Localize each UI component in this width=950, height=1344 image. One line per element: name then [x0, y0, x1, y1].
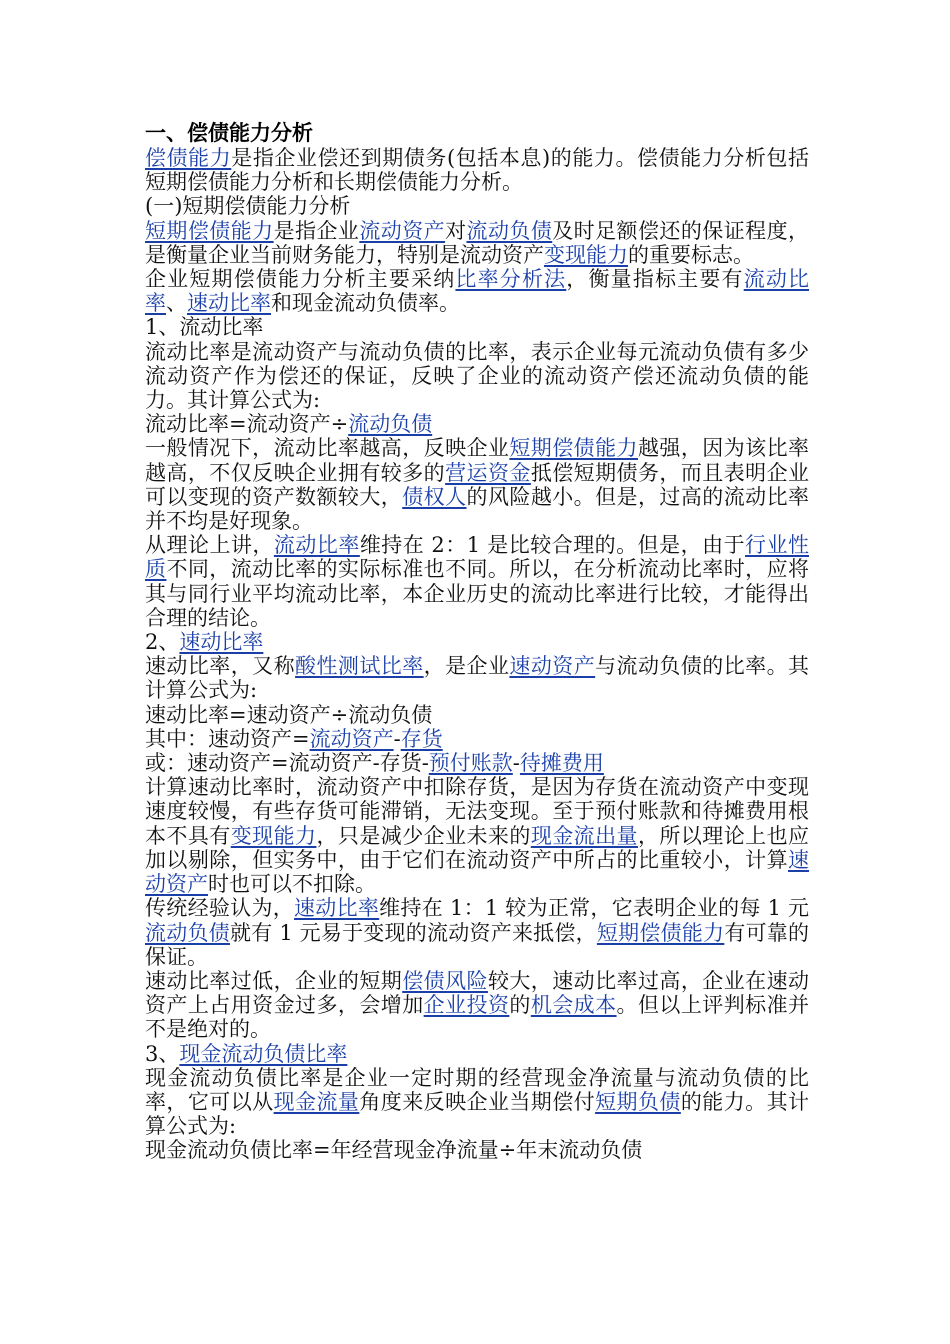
- paragraph-text: -: [393, 726, 401, 751]
- paragraph-text: 现金流动负债比率=年经营现金净流量÷年末流动负债: [145, 1138, 643, 1163]
- paragraph-text: 维持在 1：1 较为正常，它表明企业的每 1 元: [379, 896, 809, 921]
- paragraph-text: 流动比率=流动资产÷: [145, 412, 349, 437]
- glossary-link[interactable]: 行业性质: [145, 533, 810, 582]
- paragraph-text: 是指企业: [273, 218, 360, 243]
- paragraph-text: 、: [166, 291, 187, 316]
- paragraph-text: 流动比率是流动资产与流动负债的比率，表示企业每元流动负债有多少流动资产作为偿还的保证，反映了企业的流动资产偿还流动负债的能力。其计算公式为:: [145, 339, 809, 413]
- glossary-link[interactable]: 短期偿债能力: [145, 218, 274, 243]
- paragraph: [145, 533, 809, 630]
- paragraph: [145, 315, 809, 339]
- paragraph: [145, 219, 809, 267]
- paragraph-text: 抵偿短期债务，而且表明企业可以变现的资产数额较大，: [145, 460, 810, 509]
- glossary-link[interactable]: 存货: [400, 726, 443, 751]
- paragraph-text: 与流动负债的比率。其计算公式为:: [145, 654, 810, 703]
- glossary-link[interactable]: 速动资产: [509, 654, 596, 679]
- paragraph: [145, 1138, 809, 1162]
- paragraph-text: 其中：速动资产=: [145, 726, 310, 751]
- glossary-link[interactable]: 偿债能力: [145, 146, 232, 170]
- glossary-link[interactable]: 短期偿债能力: [596, 920, 725, 945]
- glossary-link[interactable]: 比率分析法: [455, 267, 567, 292]
- paragraph: [145, 751, 809, 775]
- paragraph-text: 不同，流动比率的实际标准也不同。所以，在分析流动比率时，应将其与同行业平均流动比率，本企业历史的流动比率进行比较，才能得出合理的结论。: [145, 557, 810, 630]
- paragraph-text: 3、: [145, 1041, 180, 1066]
- paragraph-text: 的: [509, 993, 531, 1018]
- paragraph-text: 从理论上讲，: [145, 533, 274, 558]
- paragraph-text: 企业短期偿债能力分析主要采纳: [145, 267, 456, 292]
- document-body: [145, 120, 809, 1163]
- glossary-link[interactable]: 债权人: [402, 484, 467, 509]
- paragraph-text: 传统经验认为，: [145, 896, 295, 921]
- paragraph-text: 对: [445, 218, 467, 243]
- glossary-link[interactable]: 待摊费用: [519, 751, 604, 776]
- paragraph-text: -: [512, 751, 520, 776]
- paragraph: [145, 1066, 809, 1139]
- glossary-link[interactable]: 流动比率: [273, 533, 360, 558]
- paragraph-text: 2、: [145, 630, 180, 655]
- paragraph: [145, 775, 809, 896]
- glossary-link[interactable]: 预付账款: [428, 751, 513, 776]
- paragraph: [145, 267, 809, 315]
- paragraph: [145, 194, 809, 218]
- paragraph-text: 较大，速动比率过高，企业在速动资产上占用资金过多，会增加: [145, 968, 810, 1018]
- paragraph: [145, 412, 809, 436]
- paragraph: [145, 340, 809, 413]
- paragraph-text: (一)短期偿债能力分析: [145, 194, 351, 219]
- paragraph: [145, 896, 809, 969]
- glossary-link[interactable]: 机会成本: [530, 993, 617, 1018]
- paragraph-text: ，所以理论上也应加以剔除，但实务中，由于它们在流动资产中所占的比重较小，计算: [145, 823, 810, 872]
- paragraph: [145, 727, 809, 751]
- glossary-link[interactable]: 速动比率: [179, 630, 264, 655]
- glossary-link[interactable]: 速动资产: [145, 847, 809, 897]
- glossary-link[interactable]: 速动比率: [187, 291, 271, 316]
- paragraph-text: 的风险越小。但是，过高的流动比率并不均是好现象。: [145, 484, 810, 534]
- glossary-link[interactable]: 企业投资: [423, 993, 510, 1018]
- glossary-link[interactable]: 现金流出量: [530, 823, 638, 848]
- paragraph-text: ，是企业: [423, 654, 510, 679]
- glossary-link[interactable]: 现金流量: [273, 1089, 360, 1114]
- glossary-link[interactable]: 现金流动负债比率: [179, 1041, 348, 1066]
- paragraph-text: 及时足额偿还的保证程度，是衡量企业当前财务能力，特别是流动资产: [145, 218, 810, 267]
- paragraph-text: 或：速动资产=流动资产-存货-: [145, 751, 429, 776]
- paragraph-text: 和现金流动负债率。: [271, 291, 460, 316]
- glossary-link[interactable]: 流动资产: [359, 218, 446, 243]
- paragraph: [145, 969, 809, 1042]
- paragraph-text: 时也可以不扣除。: [208, 872, 376, 897]
- paragraph-text: 速动比率过低，企业的短期: [145, 968, 403, 993]
- section-heading: 一、偿债能力分析: [145, 121, 313, 145]
- paragraph-text: 角度来反映企业当期偿付: [359, 1089, 596, 1114]
- paragraph-text: 有可靠的保证。: [145, 920, 810, 969]
- glossary-link[interactable]: 偿债风险: [402, 968, 488, 993]
- paragraph-list: [145, 146, 809, 1163]
- paragraph-text: 1、流动比率: [145, 315, 264, 340]
- paragraph-text: 的能力。其计算公式为:: [145, 1089, 810, 1139]
- glossary-link[interactable]: 流动负债: [348, 412, 433, 437]
- glossary-link[interactable]: 流动资产: [309, 726, 394, 751]
- paragraph-text: 越强，因为该比率越高，不仅反映企业拥有较多的: [145, 436, 810, 485]
- glossary-link[interactable]: 流动比率: [145, 267, 810, 316]
- paragraph-text: 。但以上评判标准并不是绝对的。: [145, 993, 810, 1042]
- paragraph: [145, 146, 809, 194]
- paragraph-text: 就有 1 元易于变现的流动资产来抵偿，: [229, 920, 597, 945]
- paragraph: [145, 703, 809, 727]
- paragraph-text: 速动比率=速动资产÷流动负债: [145, 702, 433, 727]
- paragraph-text: 计算速动比率时，流动资产中扣除存货，是因为存货在流动资产中变现速度较慢，有些存货可能滞销，无法变现。至于预付账款和待摊费用根本不具有: [145, 775, 809, 848]
- paragraph: [145, 654, 809, 702]
- glossary-link[interactable]: 营运资金: [445, 460, 531, 485]
- paragraph: [145, 436, 809, 533]
- paragraph: [145, 1042, 809, 1066]
- paragraph-text: 是指企业偿还到期债务(包括本息)的能力。偿债能力分析包括短期偿债能力分析和长期偿债能力分析。: [145, 146, 810, 195]
- glossary-link[interactable]: 短期偿债能力: [509, 436, 638, 461]
- paragraph-text: 现金流动负债比率是企业一定时期的经营现金净流量与流动负债的比率，它可以从: [145, 1065, 809, 1114]
- glossary-link[interactable]: 变现能力: [544, 242, 628, 267]
- glossary-link[interactable]: 短期负债: [595, 1089, 681, 1114]
- paragraph-text: ，只是减少企业未来的: [316, 823, 531, 848]
- paragraph-text: ，衡量指标主要有: [566, 267, 744, 292]
- paragraph-text: 维持在 2：1 是比较合理的。但是，由于: [359, 533, 746, 558]
- paragraph-text: 速动比率，又称: [145, 654, 296, 679]
- glossary-link[interactable]: 变现能力: [230, 823, 317, 848]
- glossary-link[interactable]: 酸性测试比率: [295, 654, 424, 679]
- paragraph: [145, 630, 809, 654]
- paragraph-text: 一般情况下，流动比率越高，反映企业: [145, 436, 510, 461]
- glossary-link[interactable]: 流动负债: [145, 920, 230, 945]
- glossary-link[interactable]: 速动比率: [294, 896, 380, 921]
- glossary-link[interactable]: 流动负债: [466, 218, 553, 243]
- paragraph-text: 的重要标志。: [628, 242, 754, 267]
